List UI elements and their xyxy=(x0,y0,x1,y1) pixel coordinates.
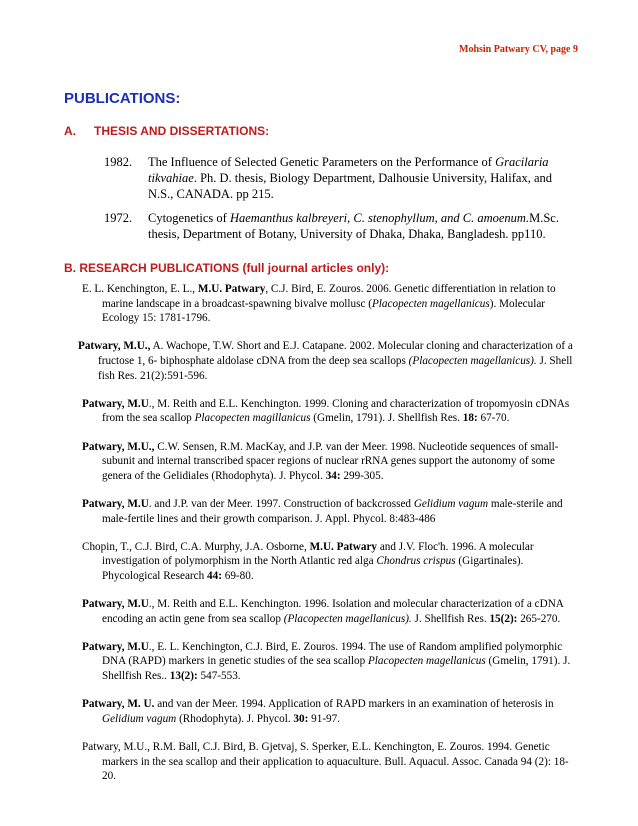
publication-entry: Patwary, M.U., E. L. Kenchington, C.J. Bird, E. Zouros. 1994. The use of Random amplified polymorphic DNA (RAPD) markers in genetic studies of the sea scallop Placopecten magellanicus (Gmelin, 1791). J. Shellfish Res.. 13(2): 547-553. xyxy=(82,640,571,683)
thesis-year: 1972. xyxy=(104,211,133,225)
thesis-text: The Influence of Selected Genetic Parameters on the Performance of Gracilaria tikvahiae. Ph. D. thesis, Biology Department, Dalhousie University, Halifax, and N.S., CANADA. pp 215. xyxy=(148,155,552,201)
thesis-year: 1982. xyxy=(104,155,133,169)
publication-entry: Patwary, M. U. and van der Meer. 1994. Application of RAPD markers in an examination of heterosis in Gelidium vagum (Rhodophyta). J. Phycol. 30: 91-97. xyxy=(82,698,554,725)
publication-entry: Patwary, M.U., C.W. Sensen, R.M. MacKay, and J.P. van der Meer. 1998. Nucleotide sequences of small-subunit and internal transcribed spacer regions of nuclear rRNA genes support the autonomy of some genera of the Gelidiales (Rhodophyta). J. Phycol. 34: 299-305. xyxy=(82,440,559,482)
publication-entry: Chopin, T., C.J. Bird, C.A. Murphy, J.A. Osborne, M.U. Patwary and J.V. Floc'h. 1996. A molecular investigation of polymorphism in the North Atlantic red alga Chondrus crispus (Gigartinales). Phycological Research 44: 69-80. xyxy=(82,540,534,582)
section-a-heading xyxy=(64,124,269,138)
publication-entry: Patwary, M.U., M. Reith and E.L. Kenchington. 1999. Cloning and characterization of tropomyosin cDNAs from the sea scallop Placopecten magillanicus (Gmelin, 1791). J. Shellfish Res. 18: 67-70. xyxy=(82,397,570,425)
section-b-heading: B. RESEARCH PUBLICATIONS (full journal articles only): xyxy=(64,261,390,275)
thesis-text: Cytogenetics of Haemanthus kalbreyeri, C. stenophyllum, and C. amoenum.M.Sc. thesis, Department of Botany, University of Dhaka, Dhaka, Bangladesh. pp110. xyxy=(148,211,559,241)
publication-entry: Patwary, M.U., R.M. Ball, C.J. Bird, B. Gjetvaj, S. Sperker, E.L. Kenchington, E. Zouros. 1994. Genetic markers in the sea scallop and their application to aquaculture. Bull. Aquacul. Assoc. Canada 94 (2): 18-20. xyxy=(82,741,569,783)
publication-entry: Patwary, M.U., A. Wachope, T.W. Short and E.J. Catapane. 2002. Molecular cloning and characterization of a fructose 1, 6- biphosphate aldolase cDNA from the deep sea scallops (Placopecten magellanicus). J. Shell fish Res. 21(2):591-596. xyxy=(78,340,573,382)
section-a-title: THESIS AND DISSERTATIONS: xyxy=(94,124,270,138)
section-a-letter: A. xyxy=(64,124,76,138)
publication-entry: Patwary, M.U. and J.P. van der Meer. 1997. Construction of backcrossed Gelidium vagum male-sterile and male-fertile lines and their growth comparison. J. Appl. Phycol. 8:483-486 xyxy=(82,497,563,525)
publication-list xyxy=(78,282,582,797)
publication-entry: Patwary, M.U., M. Reith and E.L. Kenchington. 1996. Isolation and molecular characterization of a cDNA encoding an actin gene from sea scallop (Placopecten magellanicus). J. Shellfish Res. 15(2): 265-270. xyxy=(82,598,564,625)
running-header: Mohsin Patwary CV, page 9 xyxy=(459,44,578,55)
publication-entry: E. L. Kenchington, E. L., M.U. Patwary, C.J. Bird, E. Zouros. 2006. Genetic differentiation in relation to marine landscape in a broadcast-spawning bivalve mollusc (Placopecten magellanicus). Molecular Ecology 15: 1781-1796. xyxy=(82,283,556,325)
publications-heading: PUBLICATIONS: xyxy=(64,90,181,107)
